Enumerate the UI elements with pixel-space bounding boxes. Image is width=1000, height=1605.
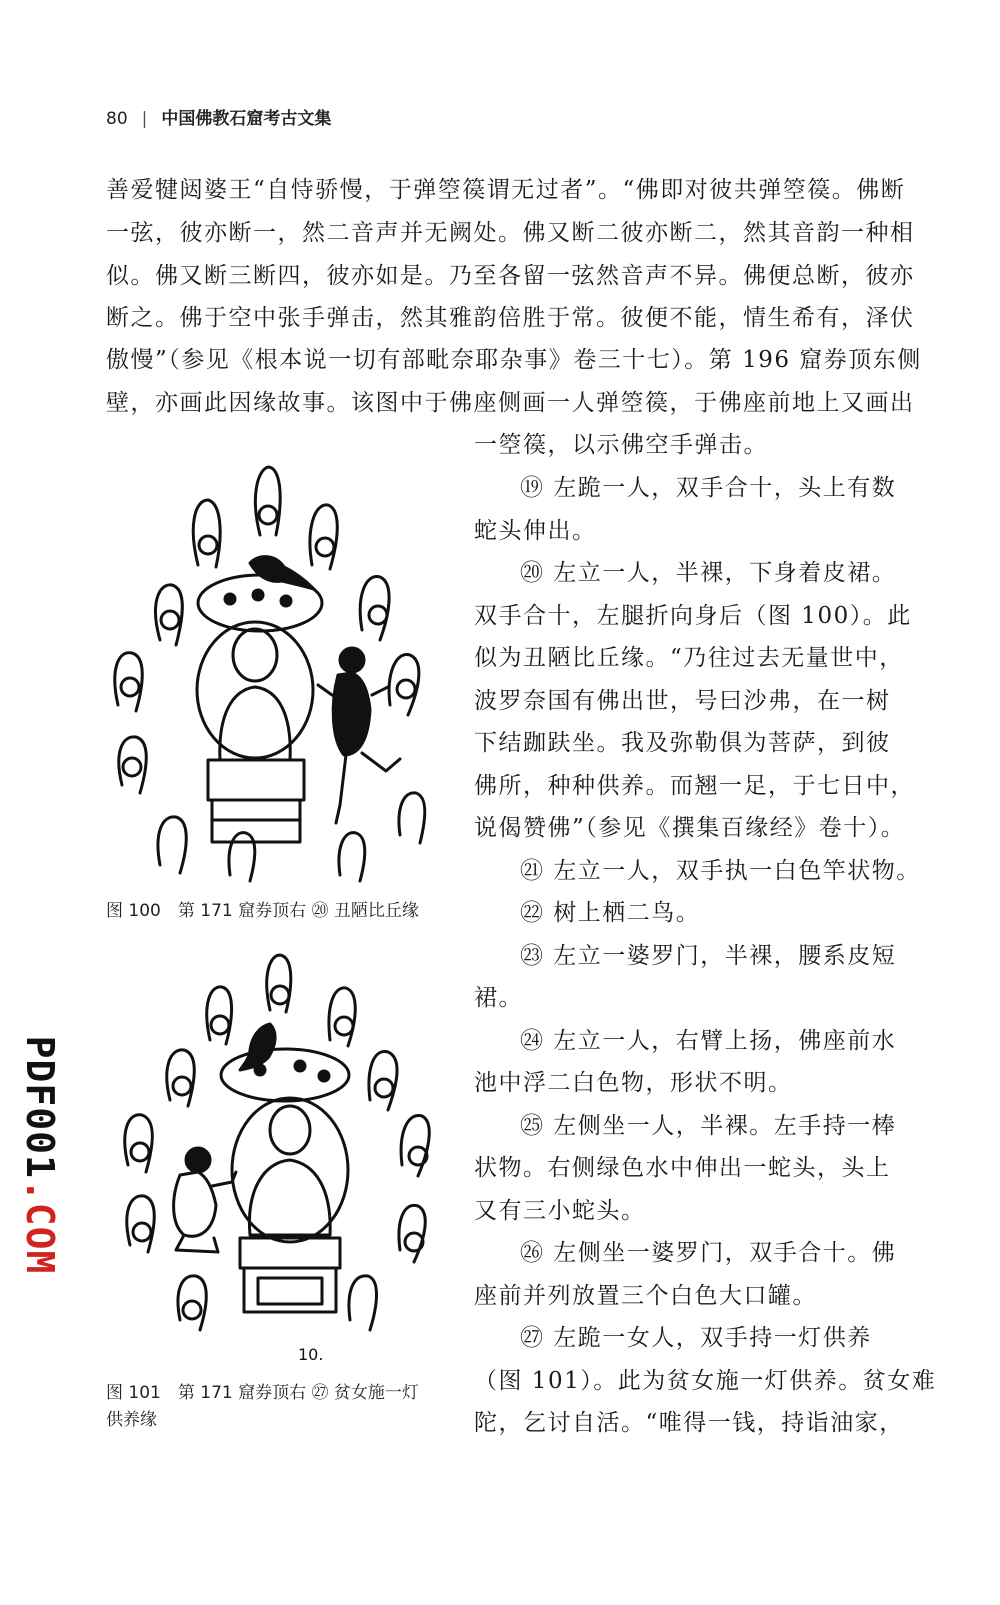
- body-line: ㉒ 树上栖二鸟。: [520, 900, 701, 926]
- body-line: ⑲ 左跪一人，双手合十，头上有数: [520, 475, 897, 501]
- body-line: ㉓ 左立一婆罗门，半裸，腰系皮短: [520, 943, 897, 969]
- body-line: 座前并列放置三个白色大口罐。: [474, 1283, 817, 1309]
- body-line: 波罗奈国有佛出世，号曰沙弗，在一树: [474, 688, 891, 714]
- page-number: 80: [106, 109, 128, 129]
- body-line: ㉗ 左跪一女人，双手持一灯供养: [520, 1325, 872, 1351]
- figure-101-label: 10.: [298, 1345, 324, 1364]
- body-line: 壁，亦画此因缘故事。该图中于佛座侧画一人弹箜篌，于佛座前地上又画出: [106, 390, 915, 416]
- figure-101-caption-line2: 供养缘: [106, 1410, 157, 1430]
- body-line: 断之。佛于空中张手弹击，然其雅韵倍胜于常。彼便不能，情生希有，泽伏: [106, 305, 915, 331]
- body-line: ⑳ 左立一人，半裸，下身着皮裙。: [520, 560, 897, 586]
- body-line: 蛇头伸出。: [474, 518, 597, 544]
- body-line: 一箜篌，以示佛空手弹击。: [474, 432, 768, 458]
- body-line: 状物。右侧绿色水中伸出一蛇头，头上: [474, 1155, 891, 1181]
- body-line: 似为丑陋比丘缘。“乃往过去无量世中，: [474, 645, 904, 671]
- body-line: 似。佛又断三断四，彼亦如是。乃至各留一弦然音声不异。佛便总断，彼亦: [106, 263, 915, 289]
- body-line: （图 101）。此为贫女施一灯供养。贫女难: [474, 1368, 937, 1394]
- body-line: ㉕ 左侧坐一人，半裸。左手持一棒: [520, 1113, 897, 1139]
- body-line: ㉑ 左立一人，双手执一白色竿状物。: [520, 858, 921, 884]
- figure-100-illustration: [100, 455, 440, 895]
- body-line: 又有三小蛇头。: [474, 1198, 646, 1224]
- body-line: 池中浮二白色物，形状不明。: [474, 1070, 793, 1096]
- header-separator: |: [141, 109, 148, 129]
- body-line: ㉔ 左立一人，右臂上扬，佛座前水: [520, 1028, 897, 1054]
- body-line: 下结跏趺坐。我及弥勒俱为菩萨，到彼: [474, 730, 891, 756]
- watermark-red-text: .COM: [18, 1178, 62, 1275]
- running-header: [106, 104, 331, 129]
- body-line: 裙。: [474, 985, 523, 1011]
- body-line: 傲慢”（参见《根本说一切有部毗奈耶杂事》卷三十七）。第 196 窟券顶东侧: [106, 347, 922, 373]
- body-line: 陀，乞讨自活。“唯得一钱，持诣油家，: [474, 1410, 904, 1436]
- body-line: 一弦，彼亦断一，然二音声并无阙处。佛又断二彼亦断二，然其音韵一种相: [106, 220, 915, 246]
- body-line: 佛所，种种供养。而翘一足，于七日中，: [474, 773, 915, 799]
- figure-101-caption-line1: 图 101 第 171 窟券顶右 ㉗ 贫女施一灯: [106, 1383, 419, 1403]
- watermark: [14, 1030, 66, 1280]
- figure-100-caption: 图 100 第 171 窟券顶右 ⑳ 丑陋比丘缘: [106, 901, 419, 921]
- body-line: 善爱犍闼婆王“自恃骄慢，于弹箜篌谓无过者”。“佛即对彼共弹箜篌。佛断: [106, 177, 906, 203]
- watermark-black-text: PDF001: [18, 1035, 62, 1179]
- body-line: ㉖ 左侧坐一婆罗门，双手合十。佛: [520, 1240, 897, 1266]
- body-line: 双手合十，左腿折向身后（图 100）。此: [474, 603, 912, 629]
- figure-101-illustration: [100, 950, 440, 1370]
- book-title: 中国佛教石窟考古文集: [161, 109, 332, 129]
- body-line: 说偈赞佛”（参见《撰集百缘经》卷十）。: [474, 815, 906, 841]
